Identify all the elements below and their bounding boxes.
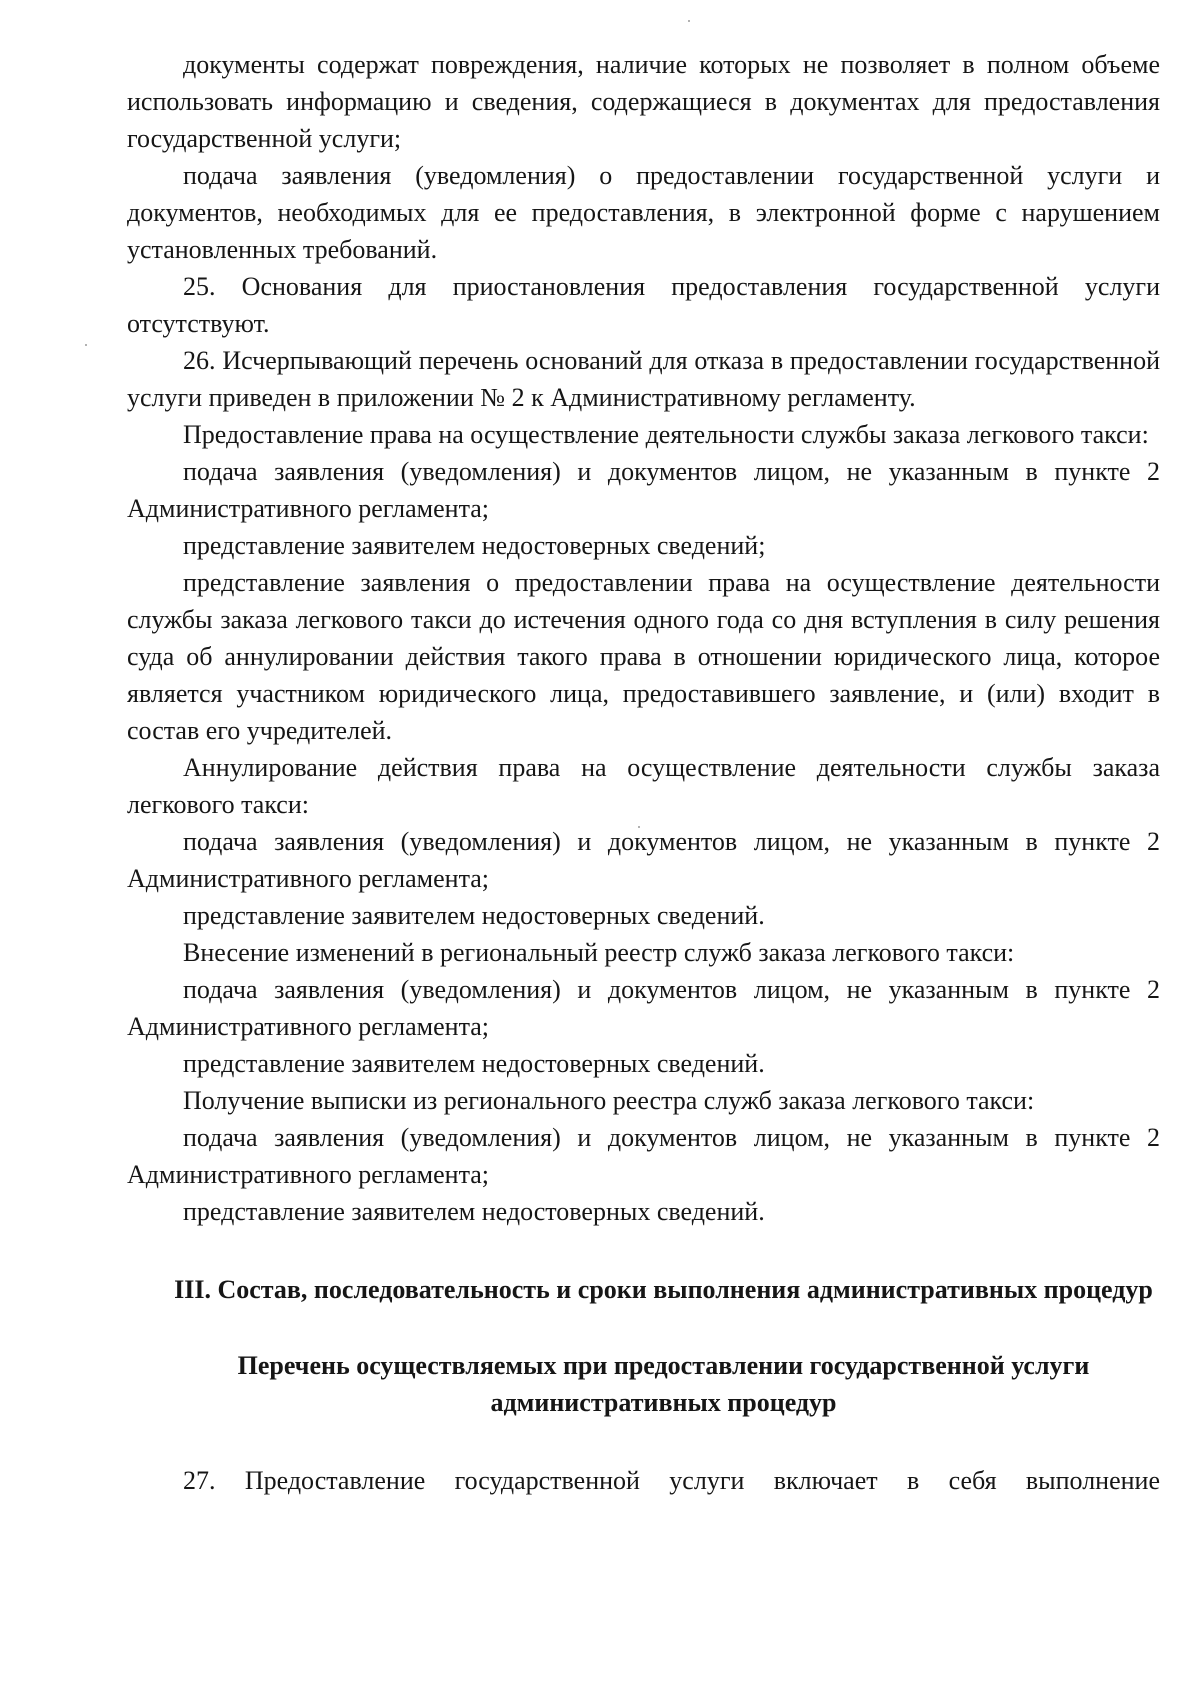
document-body [127,46,1160,1499]
paragraph: 26. Исчерпывающий перечень оснований для отказа в предоставлении государственной услуги приведен в приложении № 2 к Административному регламенту. [127,346,1160,412]
paragraph: подача заявления (уведомления) и документов лицом, не указанным в пункте 2 Административного регламента; [127,975,1160,1041]
paragraph: подача заявления (уведомления) и документов лицом, не указанным в пункте 2 Административного регламента; [127,827,1160,893]
paragraph: подача заявления (уведомления) о предоставлении государственной услуги и документов, необходимых для ее предоставления, в электронной форме с нарушением установленных требований. [127,161,1160,264]
section-heading: III. Состав, последовательность и сроки выполнения административных процедур [174,1275,1153,1304]
paragraph: 25. Основания для приостановления предоставления государственной услуги отсутствуют. [127,272,1160,338]
paragraph: представление заявителем недостоверных сведений; [183,531,766,560]
scan-speck [688,20,690,22]
paragraph: представление заявителем недостоверных сведений. [183,1049,765,1078]
paragraph: Предоставление права на осуществление деятельности службы заказа легкового такси: [183,420,1149,449]
paragraph: представление заявителем недостоверных сведений. [183,901,765,930]
paragraph: Внесение изменений в региональный реестр служб заказа легкового такси: [183,938,1015,967]
paragraph: Получение выписки из регионального реестра служб заказа легкового такси: [183,1086,1035,1115]
scan-speck [85,344,87,346]
paragraph: подача заявления (уведомления) и документов лицом, не указанным в пункте 2 Административного регламента; [127,1123,1160,1189]
paragraph: документы содержат повреждения, наличие которых не позволяет в полном объеме использовать информацию и сведения, содержащиеся в документах для предоставления государственной услуги; [127,50,1160,153]
paragraph: представление заявления о предоставлении права на осуществление деятельности службы заказа легкового такси до истечения одного года со дня вступления в силу решения суда об аннулировании действия такого права в отношении юридического лица, которое является участником юридического лица, предоставившего заявление, и (или) входит в состав его учредителей. [127,568,1160,745]
paragraph: Аннулирование действия права на осуществление деятельности службы заказа легкового такси: [127,753,1160,819]
paragraph: 27. Предоставление государственной услуги включает в себя выполнение [183,1466,1160,1495]
subsection-heading: Перечень осуществляемых при предоставлении государственной услуги административных процедур [237,1351,1090,1417]
paragraph: представление заявителем недостоверных сведений. [183,1197,765,1226]
paragraph: подача заявления (уведомления) и документов лицом, не указанным в пункте 2 Административного регламента; [127,457,1160,523]
